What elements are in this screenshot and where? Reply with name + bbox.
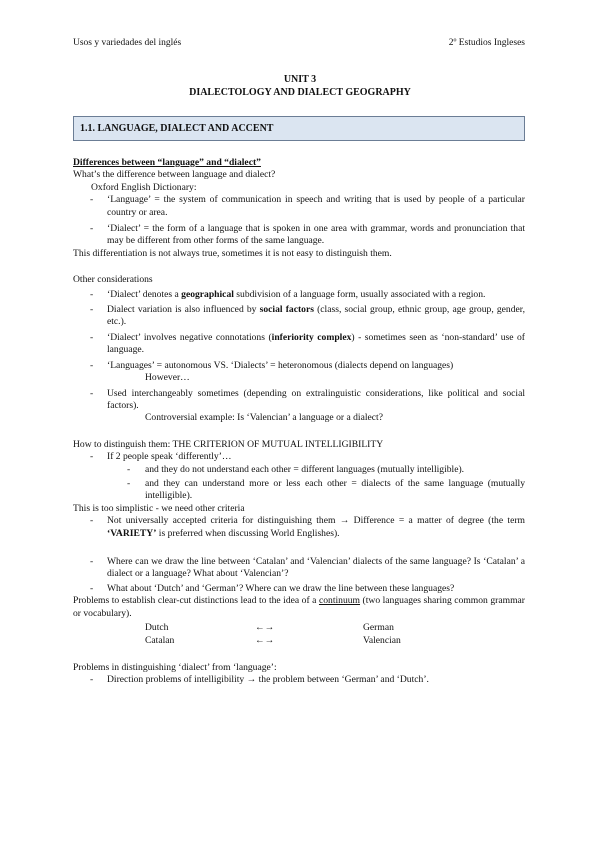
continuum-text: Problems to establish clear-cut distinctions lead to the idea of a continuum (two languages sharing common grammar or vocabulary).	[73, 595, 525, 619]
list-item: - ‘Dialect’ involves negative connotations (inferiority complex) - sometimes seen as ‘non-standard’ use of language.	[90, 331, 526, 356]
list-item: - ‘Dialect’ = the form of a language that is spoken in one area with grammar, words and pronunciation that may be different from other forms of the same language.	[90, 223, 525, 247]
oed-label: Oxford English Dictionary:	[91, 181, 197, 193]
list-item: - What about ‘Dutch’ and ‘German’? Where can we draw the line between these languages?	[90, 582, 455, 594]
list-item: - Not universally accepted criteria for distinguishing them → Difference = a matter of degree (the term ‘VARIETY’ is preferred when discussing World Englishes).	[90, 515, 525, 539]
differences-heading: Differences between “language” and “dialect”	[73, 157, 261, 168]
controversial-example: Controversial example: Is ‘Valencian’ a language or a dialect?	[145, 412, 383, 424]
list-item: - ‘Languages’ = autonomous VS. ‘Dialects’ = heteronomous (dialects depend on languages)	[90, 359, 454, 371]
sub-list-item: - and they can understand more or less each other = dialects of the same language (mutually intelligible).	[127, 477, 525, 502]
list-item: - ‘Language’ = the system of communication in speech and writing that is used by people of a particular country or area.	[90, 194, 525, 218]
sub-list-item: - and they do not understand each other = different languages (mutually intelligible).	[127, 463, 465, 475]
intelligibility-intro: How to distinguish them: THE CRITERION OF MUTUAL INTELLIGIBILITY	[73, 438, 384, 450]
however-text: However…	[145, 372, 190, 384]
differences-note: This differentiation is not always true, sometimes it is not easy to distinguish them.	[73, 247, 392, 259]
list-item: - Dialect variation is also influenced by social factors (class, social group, ethnic group, age group, gender, etc.).	[90, 304, 525, 328]
unit-number: UNIT 3	[283, 74, 317, 85]
header-course: Usos y variedades del inglés	[73, 38, 182, 48]
list-item: - If 2 people speak ‘differently’…	[90, 451, 232, 463]
other-heading: Other considerations	[73, 274, 153, 286]
list-item: - ‘Dialect’ denotes a geographical subdivision of a language form, usually associated with a region.	[90, 288, 486, 300]
document-body	[73, 157, 525, 687]
simplistic-note: This is too simplistic - we need other criteria	[73, 502, 245, 514]
list-item: - Direction problems of intelligibility → the problem between ‘German’ and ‘Dutch’.	[90, 674, 429, 686]
problems-intro: Problems in distinguishing ‘dialect’ from ‘language’:	[73, 662, 277, 673]
differences-question: What’s the difference between language and dialect?	[73, 169, 276, 181]
continuum-row: Catalan ←→ Valencian	[145, 635, 401, 646]
list-item: - Where can we draw the line between ‘Catalan’ and ‘Valencian’ dialects of the same language? Is ‘Catalan’ a dialect or a language? What about ‘Valencian’?	[90, 555, 525, 580]
section-title: 1.1. LANGUAGE, DIALECT AND ACCENT	[80, 123, 274, 134]
header-degree: 2º Estudios Ingleses	[448, 38, 525, 48]
unit-title: DIALECTOLOGY AND DIALECT GEOGRAPHY	[189, 87, 411, 98]
list-item: - Used interchangeably sometimes (depending on extralinguistic considerations, like political and social factors).	[90, 387, 525, 411]
continuum-row: Dutch ←→ German	[145, 622, 394, 633]
section-title-box	[73, 116, 525, 141]
